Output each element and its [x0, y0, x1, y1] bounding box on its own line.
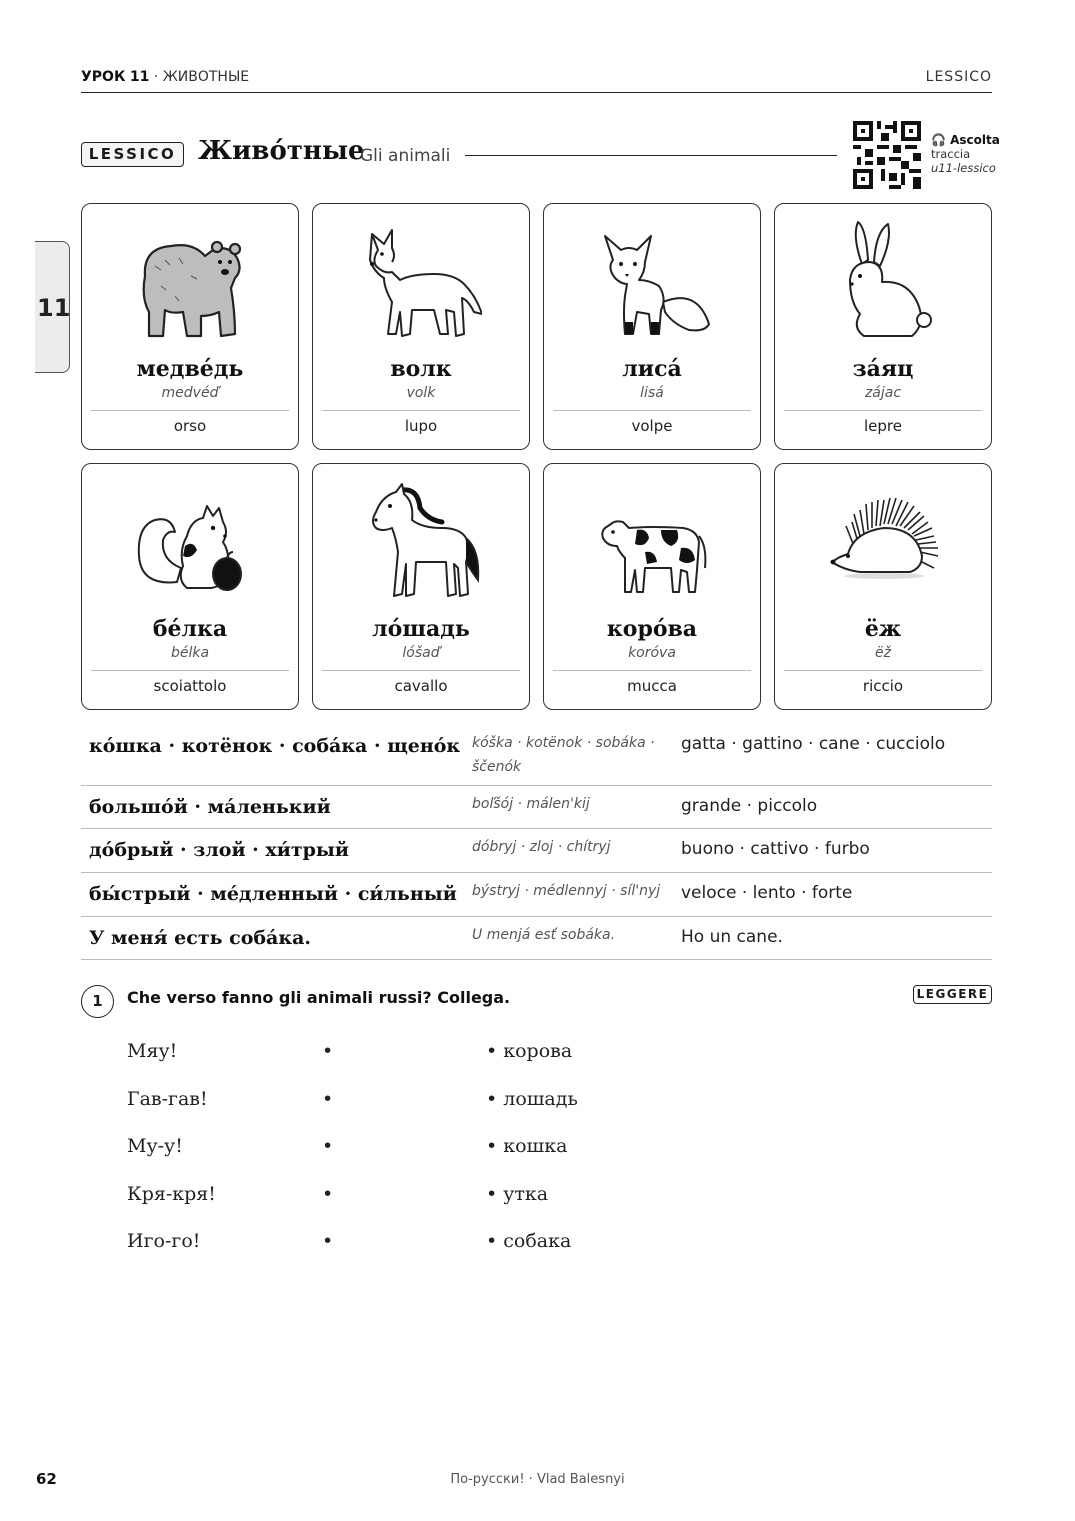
- bear-icon: [131, 216, 251, 341]
- card-cow: [543, 463, 761, 710]
- card-word: бе́лка: [152, 616, 228, 642]
- card-word: медве́дь: [136, 356, 244, 382]
- exercise-skill-tag: LEGGERE: [913, 985, 992, 1004]
- card-divider: [91, 670, 289, 671]
- card-word: коро́ва: [606, 616, 698, 642]
- card-word: ёж: [864, 616, 902, 642]
- vocab-italian: grande · piccolo: [681, 796, 818, 816]
- vocab-transliteration: boľšój · málen'kij: [472, 796, 590, 812]
- title-rule: [465, 155, 837, 156]
- vocab-transliteration: dóbryj · zloj · chítryj: [472, 839, 611, 855]
- vocab-table: [81, 723, 992, 960]
- vocab-italian: veloce · lento · forte: [681, 883, 853, 903]
- page-title: Живо́тные: [198, 136, 365, 166]
- card-wolf: [312, 203, 530, 450]
- qr-code-icon[interactable]: [853, 121, 921, 189]
- card-horse: [312, 463, 530, 710]
- match-dot[interactable]: •: [322, 1230, 334, 1252]
- vocab-russian: ко́шка · котёнок · соба́ка · щено́к: [89, 735, 461, 757]
- card-divider: [784, 670, 982, 671]
- section-label: LESSICO: [925, 69, 992, 85]
- card-fox: [543, 203, 761, 450]
- card-bear: [81, 203, 299, 450]
- hedgehog-icon: [824, 476, 944, 601]
- card-translation: scoiattolo: [153, 677, 227, 695]
- card-translation: lupo: [404, 417, 438, 435]
- match-animal[interactable]: • утка: [486, 1182, 549, 1205]
- vocab-russian: У меня́ есть соба́ка.: [89, 927, 311, 949]
- card-translation: lepre: [864, 417, 902, 435]
- wolf-icon: [362, 216, 482, 341]
- card-divider: [553, 670, 751, 671]
- page-subtitle: Gli animali: [360, 146, 451, 166]
- vocab-russian: бы́стрый · ме́дленный · си́льный: [89, 883, 457, 905]
- matching-exercise: [127, 1036, 727, 1274]
- match-row: [127, 1084, 727, 1132]
- audio-track-info: [931, 133, 1000, 175]
- match-sound: Иго-го!: [127, 1230, 201, 1252]
- card-transliteration: koróva: [628, 645, 676, 661]
- card-word: за́яц: [852, 356, 914, 382]
- card-divider: [322, 410, 520, 411]
- cow-icon: [593, 476, 713, 601]
- card-divider: [322, 670, 520, 671]
- vocab-transliteration: kóška · kotënok · sobáka · ščenók: [472, 735, 655, 775]
- match-sound: Кря-кря!: [127, 1182, 216, 1205]
- vocab-italian: gatta · gattino · cane · cucciolo: [681, 734, 946, 754]
- match-dot[interactable]: •: [322, 1087, 334, 1110]
- vocab-russian: до́брый · злой · хи́трый: [89, 839, 350, 861]
- card-transliteration: lisá: [640, 385, 664, 401]
- track-id: u11-lessico: [931, 161, 996, 175]
- match-dot[interactable]: •: [322, 1040, 334, 1062]
- chapter-tab: [35, 241, 70, 373]
- match-dot[interactable]: •: [322, 1135, 334, 1157]
- match-animal[interactable]: • собака: [486, 1230, 572, 1252]
- match-animal[interactable]: • кошка: [486, 1135, 568, 1157]
- match-row: [127, 1036, 727, 1084]
- card-translation: orso: [173, 417, 207, 435]
- vocab-row: [81, 723, 992, 786]
- vocab-row: [81, 917, 992, 960]
- page-number: 62: [36, 1470, 57, 1488]
- exercise-number: 1: [81, 985, 114, 1018]
- match-sound: Му-у!: [127, 1135, 183, 1157]
- footer-credit: По-русски! · Vlad Balesnyi: [450, 1472, 625, 1487]
- card-transliteration: bélka: [170, 645, 210, 661]
- card-divider: [784, 410, 982, 411]
- card-transliteration: zájac: [864, 385, 902, 401]
- lesson-number: 11: [129, 69, 150, 85]
- vocab-italian: Ho un cane.: [681, 927, 783, 947]
- card-hare: [774, 203, 992, 450]
- exercise-instruction: Che verso fanno gli animali russi? Collega.: [127, 988, 511, 1007]
- card-translation: cavallo: [394, 677, 448, 695]
- lessico-badge: LESSICO: [81, 142, 184, 167]
- match-row: [127, 1131, 727, 1179]
- card-word: ло́шадь: [372, 616, 470, 642]
- card-divider: [91, 410, 289, 411]
- vocab-russian: большо́й · ма́ленький: [89, 796, 331, 818]
- vocab-row: [81, 873, 992, 917]
- vocab-row: [81, 786, 992, 829]
- match-sound: Мяу!: [127, 1040, 178, 1062]
- card-translation: riccio: [862, 677, 904, 695]
- match-animal[interactable]: • лошадь: [486, 1087, 578, 1110]
- vocab-row: [81, 829, 992, 873]
- card-squirrel: [81, 463, 299, 710]
- lesson-heading: [81, 69, 249, 85]
- match-row: [127, 1179, 727, 1227]
- card-translation: volpe: [631, 417, 673, 435]
- match-animal[interactable]: • корова: [486, 1040, 573, 1062]
- header-separator: ·: [153, 69, 159, 85]
- match-sound: Гав-гав!: [127, 1087, 208, 1110]
- lesson-title: ЖИВОТНЫЕ: [162, 69, 250, 85]
- squirrel-icon: [131, 476, 251, 601]
- running-header: [81, 68, 992, 93]
- hare-icon: [824, 216, 944, 341]
- listen-label: 🎧 Ascolta: [931, 133, 1000, 147]
- card-transliteration: medvéď: [161, 385, 219, 401]
- card-word: волк: [390, 356, 452, 382]
- card-word: лиса́: [622, 356, 682, 382]
- fox-icon: [593, 216, 713, 341]
- card-divider: [553, 410, 751, 411]
- match-dot[interactable]: •: [322, 1182, 334, 1205]
- vocab-italian: buono · cattivo · furbo: [681, 839, 870, 859]
- track-label: traccia: [931, 147, 971, 161]
- card-transliteration: volk: [406, 385, 436, 401]
- vocab-transliteration: býstryj · médlennyj · síl'nyj: [472, 883, 661, 899]
- lesson-label: УРОК: [81, 69, 126, 85]
- card-translation: mucca: [627, 677, 677, 695]
- chapter-tab-number: 11: [37, 294, 71, 322]
- vocab-transliteration: U menjá esť sobáka.: [472, 927, 616, 943]
- horse-icon: [362, 476, 482, 601]
- card-hedgehog: [774, 463, 992, 710]
- card-transliteration: ëž: [875, 645, 891, 661]
- match-row: [127, 1226, 727, 1274]
- card-transliteration: lóšaď: [402, 645, 440, 661]
